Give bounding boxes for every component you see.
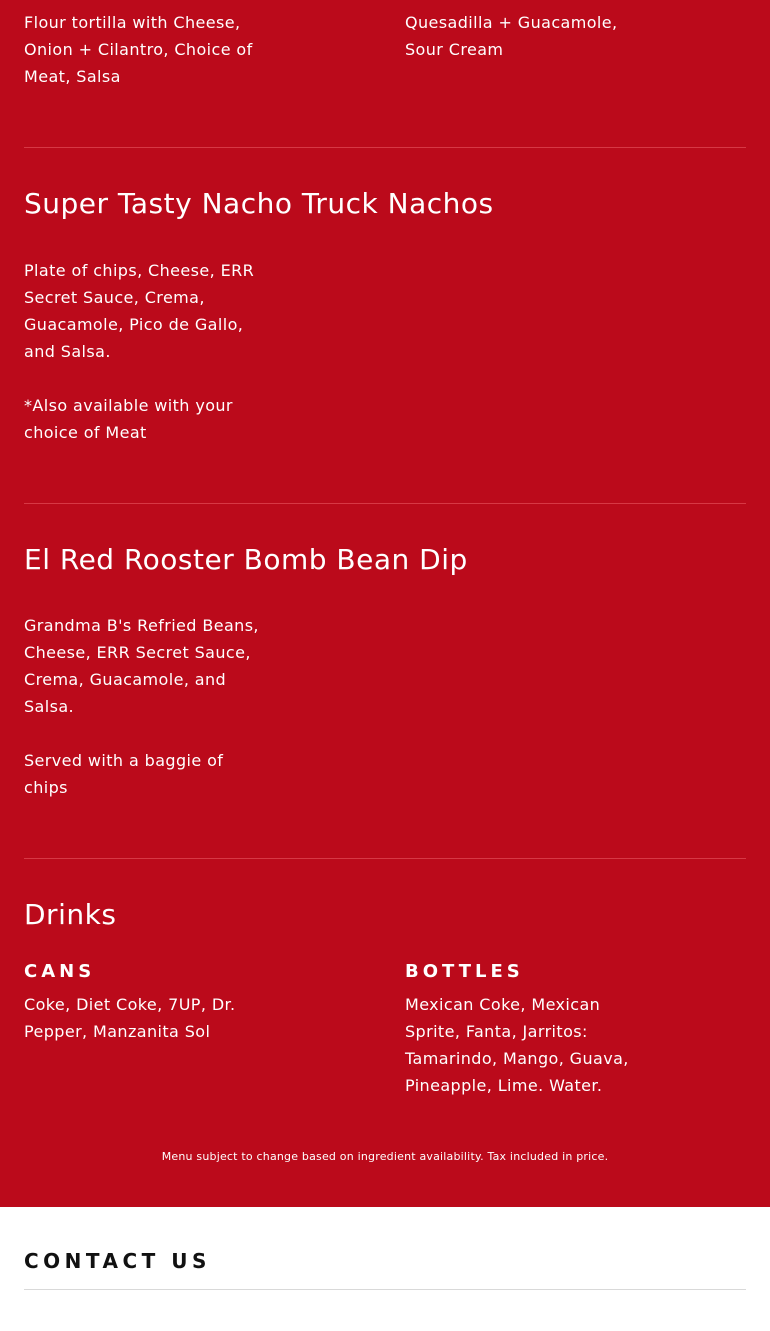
item-description-right: Quesadilla + Guacamole, Sour Cream — [405, 13, 618, 59]
section-divider — [24, 858, 746, 859]
bean-dip-note: Served with a baggie of chips — [24, 751, 224, 797]
nachos-note: *Also available with your choice of Meat — [24, 396, 233, 442]
section-divider — [24, 503, 746, 504]
item-description-left: Flour tortilla with Cheese, Onion + Cilantro, Choice of Meat, Salsa — [24, 13, 253, 86]
bottles-description: Mexican Coke, Mexican Sprite, Fanta, Jarritos: Tamarindo, Mango, Guava, Pineapple, Lime. Water. — [405, 995, 629, 1095]
cans-label: CANS — [24, 961, 96, 982]
cans-description: Coke, Diet Coke, 7UP, Dr. Pepper, Manzanita Sol — [24, 995, 236, 1041]
drinks-title: Drinks — [24, 898, 117, 931]
contact-divider — [24, 1289, 746, 1290]
contact-us-heading: CONTACT US — [24, 1249, 211, 1273]
menu-footnote: Menu subject to change based on ingredient availability. Tax included in price. — [161, 1150, 609, 1163]
section-divider — [24, 147, 746, 148]
nachos-title: Super Tasty Nacho Truck Nachos — [24, 187, 494, 220]
bean-dip-title: El Red Rooster Bomb Bean Dip — [24, 543, 468, 576]
bean-dip-description: Grandma B's Refried Beans, Cheese, ERR Secret Sauce, Crema, Guacamole, and Salsa. — [24, 616, 259, 716]
nachos-description: Plate of chips, Cheese, ERR Secret Sauce, Crema, Guacamole, Pico de Gallo, and Salsa. — [24, 261, 255, 361]
bottles-label: BOTTLES — [405, 961, 524, 982]
